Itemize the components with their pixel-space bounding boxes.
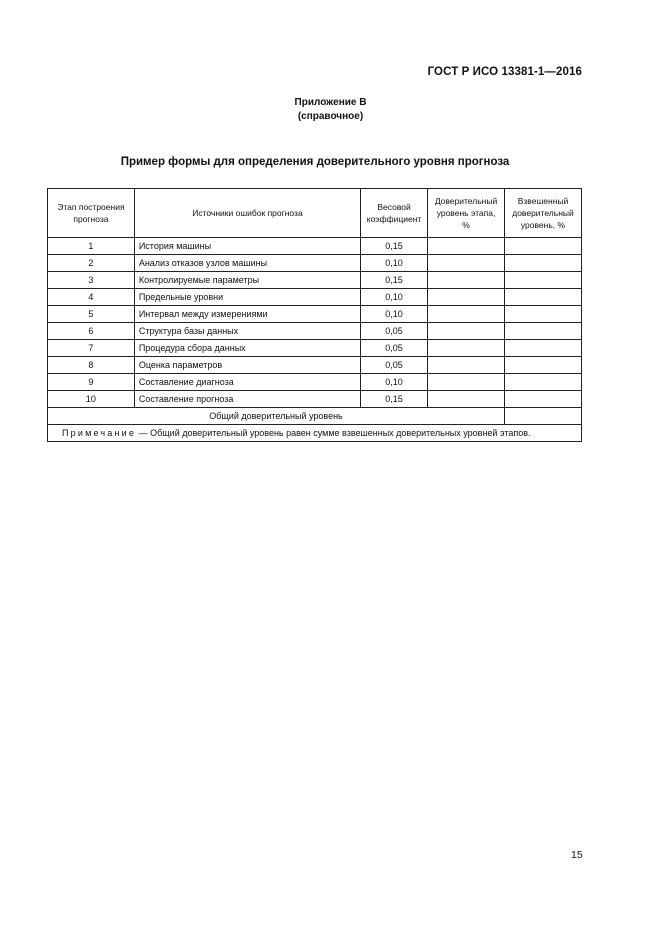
row-level-cell[interactable] — [428, 272, 505, 289]
standard-code: ГОСТ Р ИСО 13381-1—2016 — [427, 66, 582, 78]
header-source: Источники ошибок прогноза — [134, 189, 360, 238]
table-row — [48, 340, 582, 357]
table-row — [48, 323, 582, 340]
table-row — [48, 255, 582, 272]
row-source: Структура базы данных — [134, 323, 360, 340]
row-weight: 0,10 — [361, 255, 428, 272]
row-level-cell[interactable] — [428, 357, 505, 374]
row-number: 6 — [48, 323, 135, 340]
row-level-cell[interactable] — [428, 323, 505, 340]
row-level-cell[interactable] — [428, 289, 505, 306]
table-header-row — [48, 189, 582, 238]
row-weighted-cell[interactable] — [505, 391, 582, 408]
row-weighted-cell[interactable] — [505, 255, 582, 272]
row-level-cell[interactable] — [428, 255, 505, 272]
row-number: 3 — [48, 272, 135, 289]
table-row — [48, 306, 582, 323]
note-row — [48, 425, 582, 442]
row-source: Оценка параметров — [134, 357, 360, 374]
total-row — [48, 408, 582, 425]
row-number: 1 — [48, 238, 135, 255]
row-source: Составление диагноза — [134, 374, 360, 391]
row-weight: 0,10 — [361, 289, 428, 306]
row-weighted-cell[interactable] — [505, 374, 582, 391]
row-weight: 0,05 — [361, 357, 428, 374]
row-level-cell[interactable] — [428, 391, 505, 408]
header-weighted: Взвешенный доверительный уровень, % — [505, 189, 582, 238]
row-number: 4 — [48, 289, 135, 306]
row-number: 5 — [48, 306, 135, 323]
table-row — [48, 289, 582, 306]
table-note — [48, 425, 582, 442]
row-source: История машины — [134, 238, 360, 255]
row-weighted-cell[interactable] — [505, 306, 582, 323]
row-weighted-cell[interactable] — [505, 238, 582, 255]
header-stage: Этап построения прогноза — [48, 189, 135, 238]
header-weight: Весовой коэффициент — [361, 189, 428, 238]
row-source: Интервал между измерениями — [134, 306, 360, 323]
document-title: Пример формы для определения доверительного уровня прогноза — [120, 156, 510, 168]
row-level-cell[interactable] — [428, 238, 505, 255]
row-level-cell[interactable] — [428, 306, 505, 323]
row-weighted-cell[interactable] — [505, 340, 582, 357]
row-weighted-cell[interactable] — [505, 357, 582, 374]
row-weight: 0,05 — [361, 323, 428, 340]
appendix-heading — [0, 96, 661, 124]
note-lead: Примечание — [62, 428, 137, 438]
row-weight: 0,15 — [361, 272, 428, 289]
row-weighted-cell[interactable] — [505, 289, 582, 306]
total-value-cell[interactable] — [505, 408, 582, 425]
row-weight: 0,10 — [361, 306, 428, 323]
page-number: 15 — [571, 849, 583, 861]
note-text: — Общий доверительный уровень равен сумме взвешенных доверительных уровней этапов. — [138, 428, 531, 438]
table-row — [48, 238, 582, 255]
row-number: 10 — [48, 391, 135, 408]
confidence-form-table — [47, 188, 582, 442]
row-weight: 0,15 — [361, 391, 428, 408]
row-weight: 0,05 — [361, 340, 428, 357]
total-label: Общий доверительный уровень — [48, 408, 505, 425]
row-level-cell[interactable] — [428, 374, 505, 391]
row-source: Предельные уровни — [134, 289, 360, 306]
table-row — [48, 374, 582, 391]
appendix-subtitle: (справочное) — [297, 111, 364, 122]
row-level-cell[interactable] — [428, 340, 505, 357]
row-weighted-cell[interactable] — [505, 272, 582, 289]
row-number: 2 — [48, 255, 135, 272]
row-source: Процедура сбора данных — [134, 340, 360, 357]
row-source: Составление прогноза — [134, 391, 360, 408]
row-number: 7 — [48, 340, 135, 357]
table-row — [48, 272, 582, 289]
row-source: Контролируемые параметры — [134, 272, 360, 289]
row-source: Анализ отказов узлов машины — [134, 255, 360, 272]
row-number: 8 — [48, 357, 135, 374]
appendix-title: Приложение В — [294, 97, 367, 108]
row-weighted-cell[interactable] — [505, 323, 582, 340]
row-weight: 0,15 — [361, 238, 428, 255]
table-row — [48, 391, 582, 408]
row-weight: 0,10 — [361, 374, 428, 391]
table-row — [48, 357, 582, 374]
row-number: 9 — [48, 374, 135, 391]
header-level: Доверительный уровень этапа, % — [428, 189, 505, 238]
